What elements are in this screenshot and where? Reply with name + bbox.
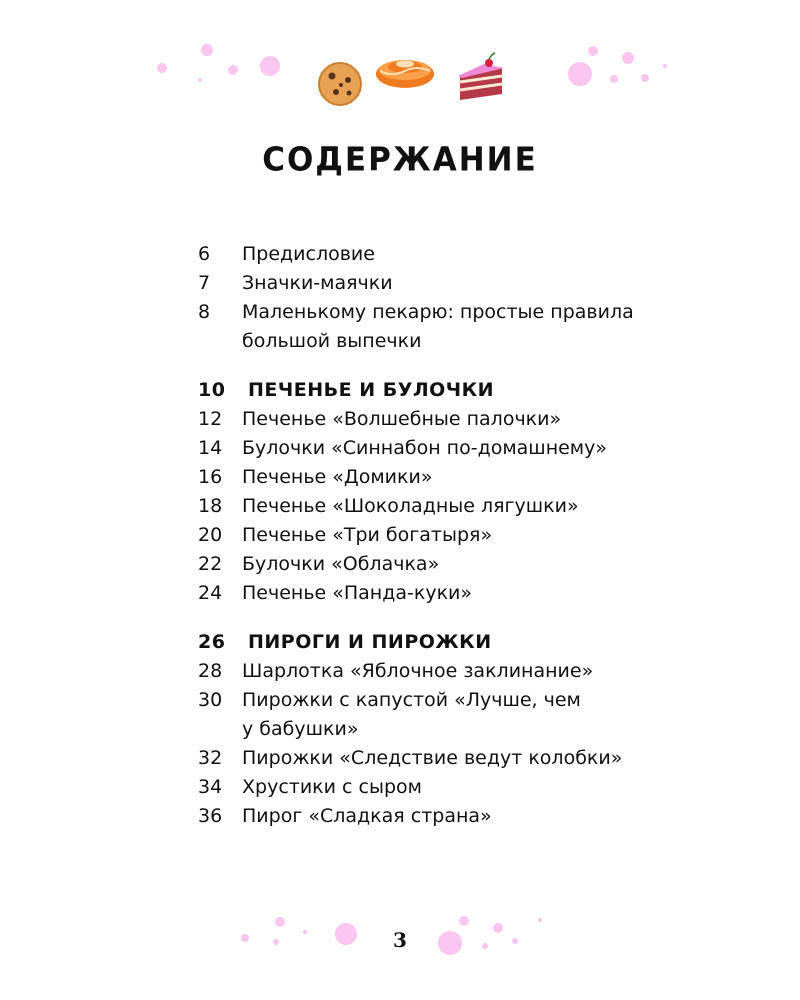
toc-entry-title: ПЕЧЕНЬЕ И БУЛОЧКИ <box>248 379 495 401</box>
cookie-icon <box>319 63 361 105</box>
toc-page-number: 10 <box>198 379 226 401</box>
toc-entry[interactable] <box>198 715 678 744</box>
toc-entry-title: Предисловие <box>242 243 375 265</box>
page-title: СОДЕРЖАНИЕ <box>262 141 538 179</box>
toc-entry[interactable] <box>198 434 678 463</box>
toc-page-number: 22 <box>198 553 223 575</box>
toc-entry-title: Булочки «Облачка» <box>242 553 440 575</box>
toc-entry-title: большой выпечки <box>242 330 422 352</box>
toc-entry[interactable] <box>198 240 678 269</box>
toc-entry-title: Печенье «Три богатыря» <box>242 524 493 546</box>
toc-entry-title: Печенье «Шоколадные лягушки» <box>242 495 579 517</box>
toc-entry-title: ПИРОГИ И ПИРОЖКИ <box>248 631 492 653</box>
toc-entry-title: Значки-маячки <box>242 272 393 294</box>
page-number: 3 <box>393 928 407 952</box>
toc-section-heading[interactable] <box>198 376 678 405</box>
toc-entry[interactable] <box>198 405 678 434</box>
toc-page-number: 18 <box>198 495 223 517</box>
toc-page-number: 20 <box>198 524 223 546</box>
toc-entry[interactable] <box>198 463 678 492</box>
toc-page-number: 36 <box>198 805 223 827</box>
toc-page-number: 32 <box>198 747 223 769</box>
toc-page-number: 26 <box>198 631 226 653</box>
toc-entry[interactable] <box>198 327 678 356</box>
toc-entry[interactable] <box>198 579 678 608</box>
cake-slice-icon <box>458 53 504 100</box>
cinnamon-roll-icon <box>376 60 434 88</box>
toc-entry-title: Булочки «Синнабон по-домашнему» <box>242 437 608 459</box>
toc-page-number: 14 <box>198 437 223 459</box>
toc-page-number: 6 <box>198 243 211 265</box>
toc-entry[interactable] <box>198 744 678 773</box>
toc-entry-title: Пирожки с капустой «Лучше, чем <box>242 689 581 711</box>
toc-entry[interactable] <box>198 550 678 579</box>
toc-entry[interactable] <box>198 657 678 686</box>
toc-page-number: 12 <box>198 408 223 430</box>
toc-entry[interactable] <box>198 269 678 298</box>
table-of-contents <box>198 240 678 831</box>
toc-page-number: 7 <box>198 272 211 294</box>
toc-entry-title: Печенье «Волшебные палочки» <box>242 408 562 430</box>
toc-entry-title: Пирожки «Следствие ведут колобки» <box>242 747 623 769</box>
toc-page-number: 16 <box>198 466 223 488</box>
toc-entry[interactable] <box>198 521 678 550</box>
toc-page-number: 30 <box>198 689 223 711</box>
toc-entry-title: у бабушки» <box>242 718 359 740</box>
toc-section-heading[interactable] <box>198 628 678 657</box>
toc-entry-title: Шарлотка «Яблочное заклинание» <box>242 660 594 682</box>
toc-page-number: 8 <box>198 301 211 323</box>
toc-entry[interactable] <box>198 773 678 802</box>
toc-entry-title: Маленькому пекарю: простые правила <box>242 301 634 323</box>
toc-entry-title: Пирог «Сладкая страна» <box>242 805 492 827</box>
toc-entry[interactable] <box>198 802 678 831</box>
toc-page-number: 34 <box>198 776 223 798</box>
toc-entry[interactable] <box>198 686 678 715</box>
pink-dots-top <box>157 44 667 86</box>
toc-entry-title: Печенье «Домики» <box>242 466 433 488</box>
toc-entry-title: Печенье «Панда-куки» <box>242 582 473 604</box>
toc-entry-title: Хрустики с сыром <box>242 776 422 798</box>
toc-page-number: 28 <box>198 660 223 682</box>
toc-entry[interactable] <box>198 298 678 327</box>
toc-entry[interactable] <box>198 492 678 521</box>
toc-page-number: 24 <box>198 582 223 604</box>
